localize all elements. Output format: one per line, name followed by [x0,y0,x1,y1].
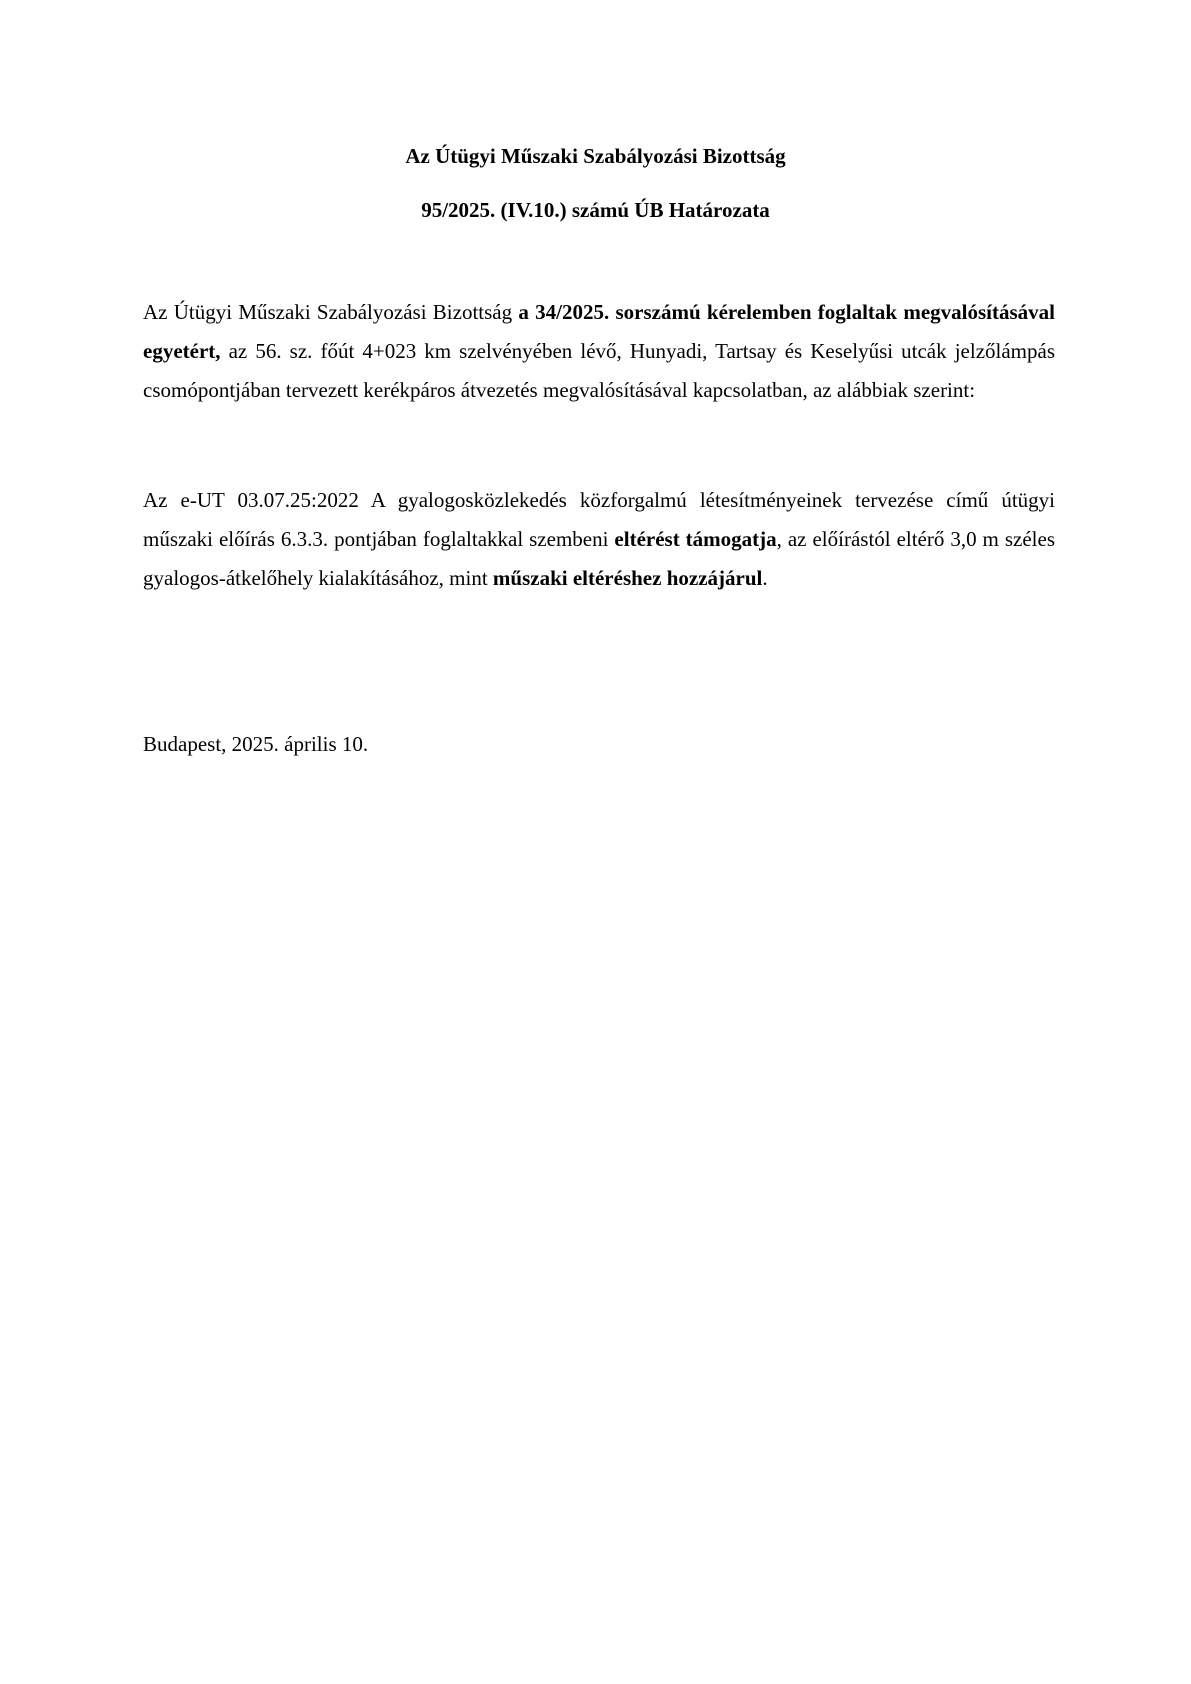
paragraph-1-text-1: Az Útügyi Műszaki Szabályozási Bizottság [143,300,519,324]
dateline: Budapest, 2025. április 10. [143,732,369,756]
resolution-paragraph-1 [143,293,1055,410]
resolution-paragraph-2 [143,481,1055,598]
paragraph-1-bold-decision: a 34/2025. sorszámú kérelemben foglaltak megvalósításával egyetért, [143,300,1056,363]
document-title-issuer: Az Útügyi Műszaki Szabályozási Bizottság [405,144,786,168]
document-title-resolution-number: 95/2025. (IV.10.) számú ÚB Határozata [421,198,770,222]
paragraph-1-text-2: az 56. sz. főút 4+023 km szelvényében lévő, Hunyadi, Tartsay és Keselyűsi utcák jelzőlámpás csomópontjában tervezett kerékpáros átvezetés megvalósításával kapcsolatban, az alábbiak szerint: [143,339,1055,402]
paragraph-2-text-1: Az e-UT 03.07.25:2022 A gyalogosközlekedés közforgalmú létesítményeinek tervezése című útügyi műszaki előírás 6.3.3. pontjában foglaltakkal szembeni [143,488,1055,551]
paragraph-2-text-3: . [762,566,768,590]
paragraph-2-bold-consent: műszaki eltéréshez hozzájárul [492,566,763,590]
paragraph-2-text-2: , az előírástól eltérő 3,0 m széles gyalogos-átkelőhely kialakításához, mint [143,527,1055,590]
paragraph-2-bold-support: eltérést támogatja [614,527,777,551]
